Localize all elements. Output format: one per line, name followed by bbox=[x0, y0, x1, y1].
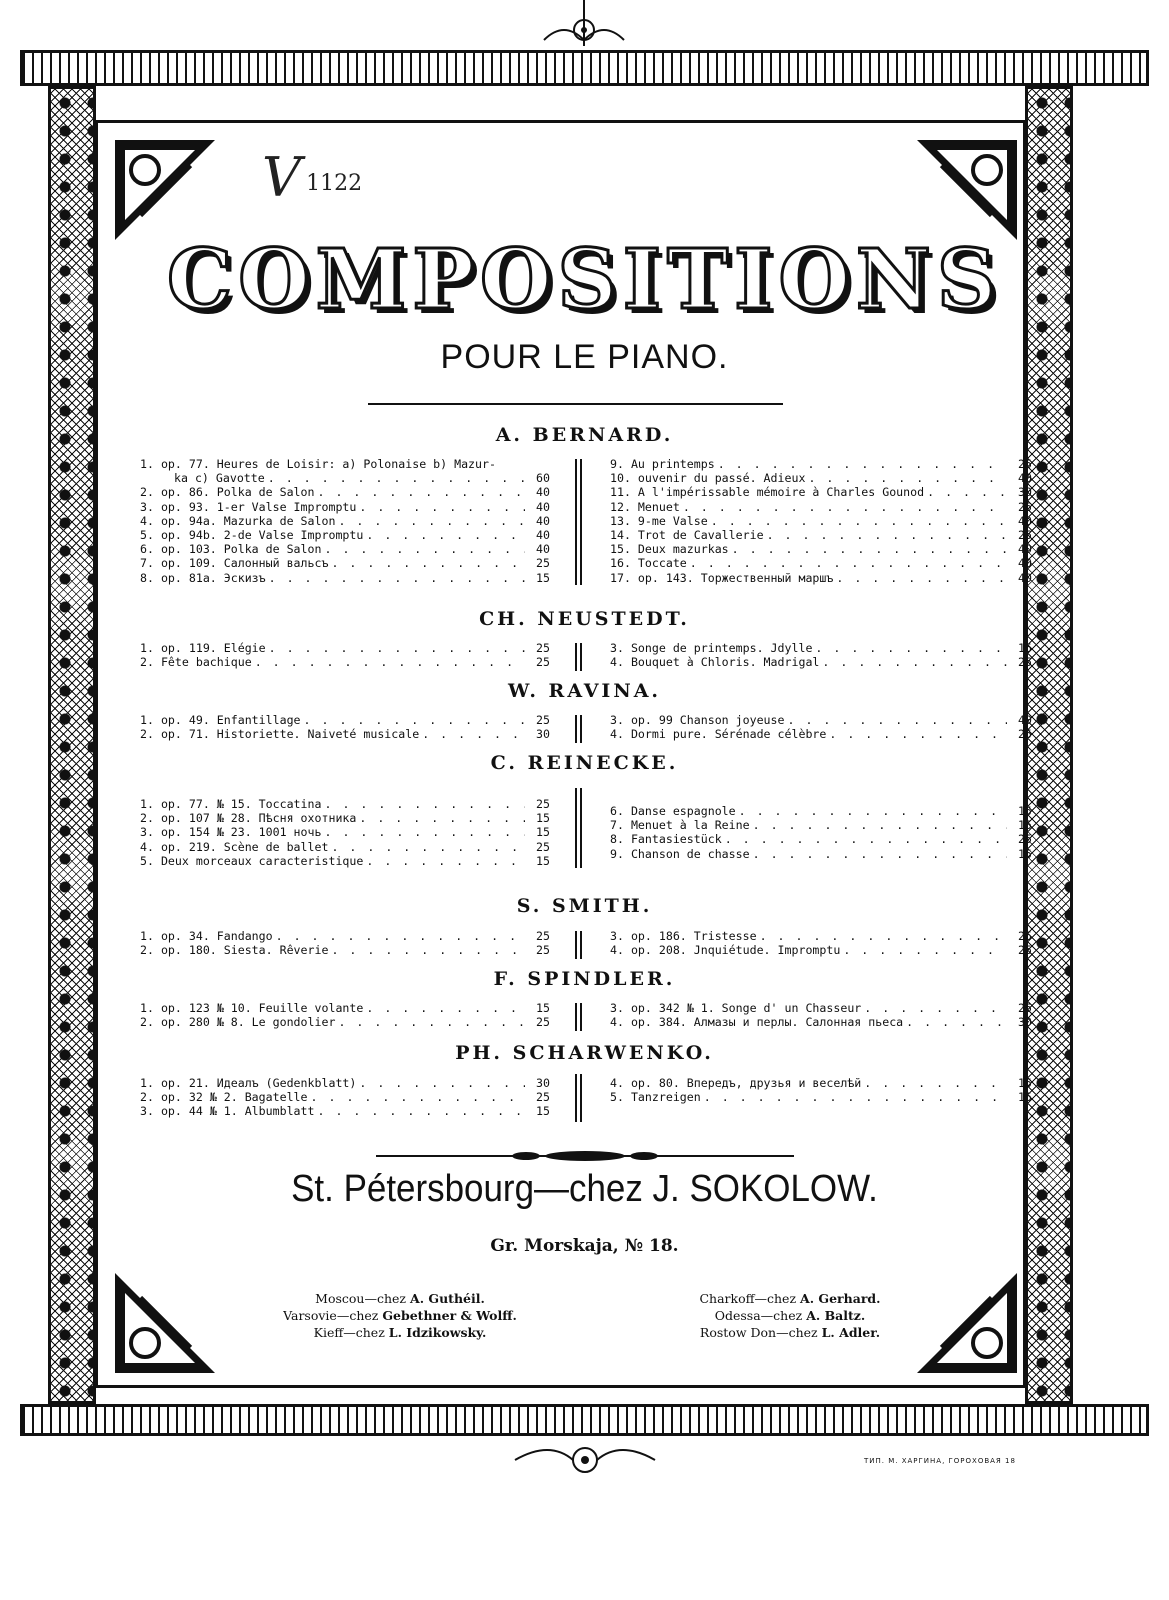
list-item: 1. op. 123 № 10. Feuille volante . . . 15 bbox=[140, 1001, 550, 1015]
work-list-left bbox=[140, 1001, 550, 1029]
list-item: 1. op. 119. Elégie . . . 25 bbox=[140, 641, 550, 655]
list-item: 2. op. 107 № 28. Пѣсня охотника . . . 15 bbox=[140, 811, 550, 825]
list-item: 6. op. 103. Polka de Salon . . . 40 bbox=[140, 542, 550, 556]
list-item: 2. op. 280 № 8. Le gondolier . . . 25 bbox=[140, 1015, 550, 1029]
list-item: 3. op. 99 Chanson joyeuse . . . 40 bbox=[610, 713, 1032, 727]
list-item: 8. op. 81a. Эскизъ . . . 15 bbox=[140, 571, 550, 585]
composer-heading: A. BERNARD. bbox=[495, 424, 674, 446]
agent-line: Charkoff—chez A. Gerhard. bbox=[699, 1291, 881, 1306]
work-list-right bbox=[610, 641, 1032, 669]
handwritten-letter: V bbox=[262, 146, 301, 209]
list-item: 6. Danse espagnole . . . 15 bbox=[610, 804, 1032, 818]
list-item: 1. op. 21. Идеалъ (Gedenkblatt) . . . 30 bbox=[140, 1076, 550, 1090]
composer-heading: S. SMITH. bbox=[516, 895, 653, 917]
list-item: 5. op. 94b. 2-de Valse Impromptu . . . 40 bbox=[140, 528, 550, 542]
list-item: 7. op. 109. Салонный вальсъ . . . 25 bbox=[140, 556, 550, 570]
list-item: 17. op. 143. Торжественный маршъ . . . 40 bbox=[610, 571, 1032, 585]
list-item: 4. op. 219. Scène de ballet . . . 25 bbox=[140, 840, 550, 854]
column-divider bbox=[575, 643, 582, 671]
list-item: 4. Dormi pure. Sérénade célèbre . . . 25 bbox=[610, 727, 1032, 741]
list-item: 4. op. 94a. Mazurka de Salon . . . 40 bbox=[140, 514, 550, 528]
column-divider bbox=[575, 931, 582, 959]
work-list-right bbox=[610, 1001, 1032, 1029]
work-list-right bbox=[610, 929, 1032, 957]
page-subtitle: POUR LE PIANO. bbox=[440, 338, 729, 376]
column-divider bbox=[575, 788, 582, 868]
handwritten-mark bbox=[262, 146, 362, 209]
agent-line: Varsovie—chez Gebethner & Wolff. bbox=[283, 1308, 517, 1323]
list-item: 7. Menuet à la Reine . . . 15 bbox=[610, 818, 1032, 832]
list-item: 4. op. 208. Jnquiétude. Impromptu . . . 25 bbox=[610, 943, 1032, 957]
scroll-ornament-icon bbox=[110, 135, 220, 245]
scroll-ornament-icon bbox=[110, 1268, 220, 1378]
work-list-left bbox=[140, 1076, 550, 1119]
list-item: 14. Trot de Cavallerie . . . 25 bbox=[610, 528, 1032, 542]
list-item: 8. Fantasiestück . . . 25 bbox=[610, 832, 1032, 846]
work-list-right bbox=[610, 1076, 1032, 1104]
work-list-left bbox=[140, 797, 550, 868]
work-list-left bbox=[140, 929, 550, 957]
list-item: 9. Chanson de chasse . . . 15 bbox=[610, 847, 1032, 861]
column-divider bbox=[575, 459, 582, 585]
list-item: 5. Tanzreigen . . . 15 bbox=[610, 1090, 1032, 1104]
list-item: 3. Songe de printemps. Jdylle . . . 15 bbox=[610, 641, 1032, 655]
list-item: ka c) Gavotte . . . 60 bbox=[140, 471, 550, 485]
top-ornament-icon bbox=[534, 0, 634, 48]
title-divider bbox=[368, 403, 783, 405]
bottom-ornament-icon bbox=[510, 1440, 660, 1480]
column-divider bbox=[575, 1003, 582, 1031]
publisher-name: St. Pétersbourg—chez J. SOKOLOW. bbox=[291, 1168, 878, 1210]
composer-heading: PH. SCHARWENKO. bbox=[455, 1042, 714, 1064]
list-item: 2. op. 32 № 2. Bagatelle . . . 25 bbox=[140, 1090, 550, 1104]
page-title: COMPOSITIONS bbox=[166, 232, 1003, 328]
list-item: 13. 9-me Valse . . . 40 bbox=[610, 514, 1032, 528]
flourish-divider-icon bbox=[376, 1150, 794, 1162]
composer-heading: W. RAVINA. bbox=[507, 680, 662, 702]
list-item: 4. Bouquet à Chloris. Madrigal . . . 25 bbox=[610, 655, 1032, 669]
publisher-address: Gr. Morskaja, № 18. bbox=[490, 1236, 679, 1256]
composer-heading: F. SPINDLER. bbox=[493, 968, 676, 990]
work-list-left bbox=[140, 457, 550, 585]
list-item: 15. Deux mazurkas . . . 40 bbox=[610, 542, 1032, 556]
list-item: 5. Deux morceaux caracteristique . . . 15 bbox=[140, 854, 550, 868]
top-border-band bbox=[20, 50, 1149, 86]
list-item: 2. op. 86. Polka de Salon . . . 40 bbox=[140, 485, 550, 499]
agent-line: Moscou—chez A. Guthéil. bbox=[315, 1291, 485, 1306]
list-item: 2. op. 180. Siesta. Rêverie . . . 25 bbox=[140, 943, 550, 957]
agent-line: Rostow Don—chez L. Adler. bbox=[699, 1325, 881, 1340]
list-item: 3. op. 342 № 1. Songe d' un Chasseur . . . 25 bbox=[610, 1001, 1032, 1015]
list-item: 3. op. 93. 1-er Valse Impromptu . . . 40 bbox=[140, 500, 550, 514]
agent-line: Kieff—chez L. Idzikowsky. bbox=[313, 1325, 487, 1340]
list-item: 9. Au printemps . . . 25 bbox=[610, 457, 1032, 471]
handwritten-number: 1122 bbox=[306, 171, 363, 196]
list-item: 4. op. 80. Впередъ, друзья и веселѣй . . . 15 bbox=[610, 1076, 1032, 1090]
list-item: 2. op. 71. Historiette. Naiveté musicale . . . 30 bbox=[140, 727, 550, 741]
work-list-right bbox=[610, 804, 1032, 861]
bottom-border-band bbox=[20, 1404, 1149, 1436]
work-list-right bbox=[610, 713, 1032, 741]
scroll-ornament-icon bbox=[912, 135, 1022, 245]
list-item: 1. op. 49. Enfantillage . . . 25 bbox=[140, 713, 550, 727]
printer-imprint: ТИП. М. ХАРГИНА, ГОРОХОВАЯ 18 bbox=[864, 1457, 1016, 1465]
work-list-right bbox=[610, 457, 1032, 585]
composer-heading: CH. NEUSTEDT. bbox=[479, 608, 690, 630]
work-list-left bbox=[140, 713, 550, 741]
composer-heading: C. REINECKE. bbox=[490, 752, 679, 774]
column-divider bbox=[575, 715, 582, 743]
list-item: 3. op. 154 № 23. 1001 ночь . . . 15 bbox=[140, 825, 550, 839]
agents-right bbox=[640, 1290, 940, 1341]
list-item: 2. Fête bachique . . . 25 bbox=[140, 655, 550, 669]
list-item: 3. op. 186. Tristesse . . . 25 bbox=[610, 929, 1032, 943]
list-item: 1. op. 34. Fandango . . . 25 bbox=[140, 929, 550, 943]
list-item: 3. op. 44 № 1. Albumblatt . . . 15 bbox=[140, 1104, 550, 1118]
column-divider bbox=[575, 1074, 582, 1122]
list-item: 16. Toccate . . . 40 bbox=[610, 556, 1032, 570]
list-item: 1. op. 77. № 15. Toccatina . . . 25 bbox=[140, 797, 550, 811]
work-list-left bbox=[140, 641, 550, 669]
agent-line: Odessa—chez A. Baltz. bbox=[714, 1308, 866, 1323]
list-item: 1. op. 77. Heures de Loisir: a) Polonaise b) Mazur- bbox=[140, 457, 496, 471]
agents-left bbox=[250, 1290, 550, 1341]
list-item: 4. op. 384. Алмазы и перлы. Салонная пьеса . . . 30 bbox=[610, 1015, 1032, 1029]
list-item: 12. Menuet . . . 25 bbox=[610, 500, 1032, 514]
list-item: 11. A l'impérissable mémoire à Charles Gounod . . . 30 bbox=[610, 485, 1032, 499]
list-item: 10. ouvenir du passé. Adieux . . . 40 bbox=[610, 471, 1032, 485]
